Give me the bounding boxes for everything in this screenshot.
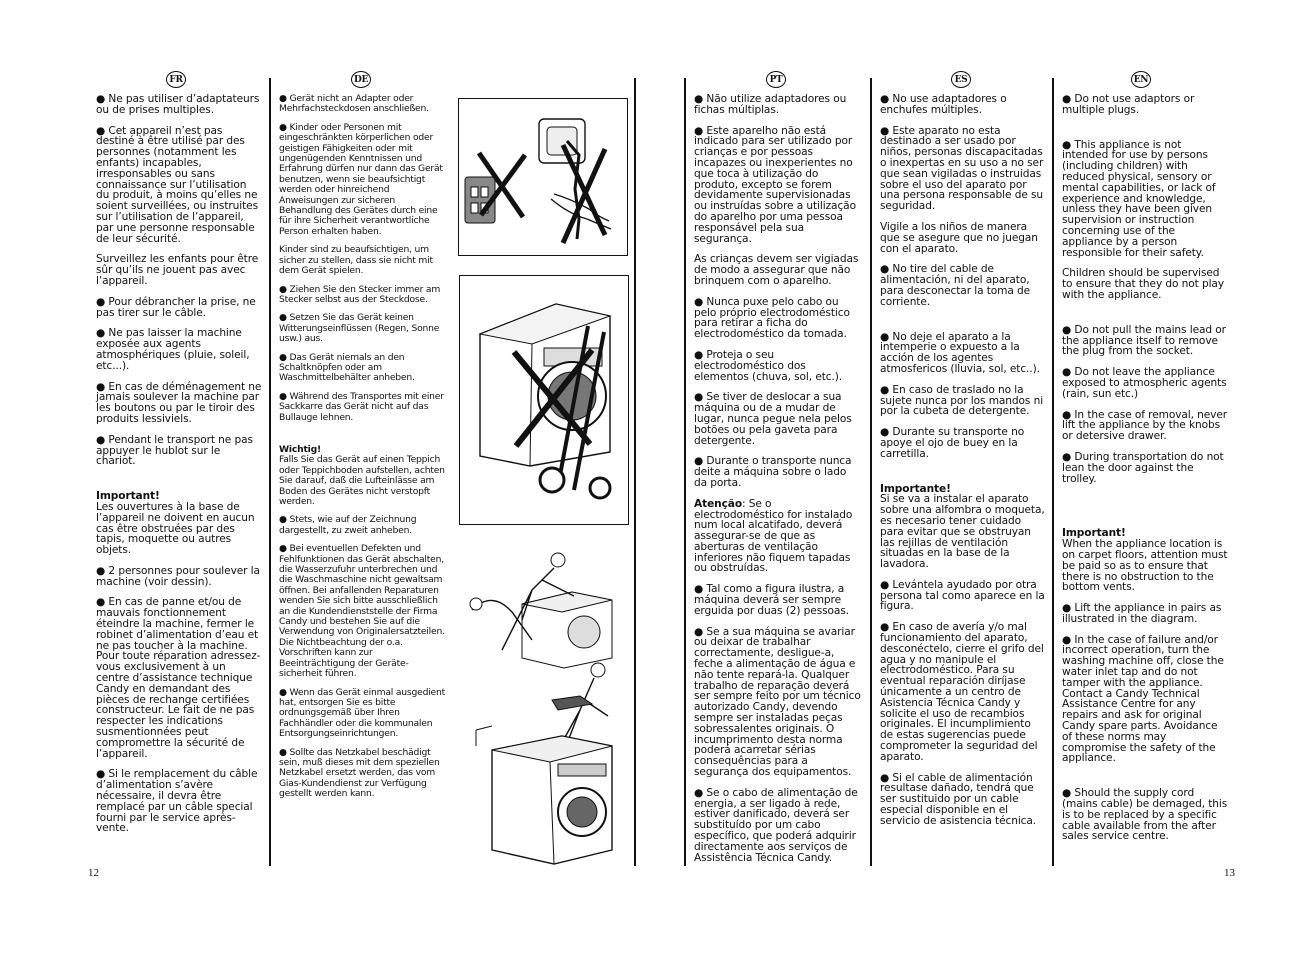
pt-item: ● Tal como a figura ilustra, a máquina deverá ser sempre erguida por duas (2) pessoas. xyxy=(694,583,850,617)
column-divider xyxy=(1052,78,1054,866)
pt-item: ● Se tiver de deslocar a sua máquina ou de a mudar de lugar, nunca pegue nela pelos botões ou pela gaveta para detergente. xyxy=(694,391,852,447)
fr-important-text: Les ouvertures à la base de l’appareil ne doivent en aucun cas être obstruées par des tapis, moquette ou autres objets. xyxy=(96,500,255,557)
de-item: ● Bei eventuellen Defekten und Fehlfunktionen das Gerät abschalten, die Wasserzufuhr unterbrechen und die Waschmaschine nicht gewaltsam öffnen. Bei anfallenden Reparaturen wenden Sie sich bitte ausschließlich an die Kundendienststelle der Firma Candy und bestehen Sie auf die Verwendung von Originalersatzteilen. Die Nichtbeachtung der o.a. Vorschriften kann zur Beeinträchtigung der Geräte-sicherheit führen. xyxy=(279,543,445,680)
es-item: Vigile a los niños de manera que se asegure que no juegan con el aparato. xyxy=(880,220,1038,255)
pt-item: ● Este aparelho não está indicado para ser utilizado por crianças e por pessoas incapazes ou inexperientes no que toca à utilização do produto, excepto se forem devidamente supervisionadas ou instruídas sobre a utilização do aparelho por uma pessoa responsável pela sua segurança. xyxy=(694,124,856,245)
fr-item: ● Ne pas utiliser d’adaptateurs ou de prises multiples. xyxy=(96,93,260,116)
fr-item: ● Cet appareil n’est pas destiné à être utilisé par des personnes (notamment les enfants) incapables, irresponsables ou sans connaissance sur l’utilisation du produit, à moins qu’elles ne soient surveillées, ou instruites sur l’utilisation de l’appareil, par une personne responsable de leur sécurité. xyxy=(96,124,258,245)
en-item: ● Should the supply cord (mains cable) be demaged, this is to be replaced by a specific cable available from the after sales service centre. xyxy=(1062,787,1228,843)
fr-item: ● En cas de déménagement ne jamais soulever la machine par les boutons ou par le tiroir des produits lessiviels. xyxy=(96,380,262,425)
de-item: ● Stets, wie auf der Zeichnung dargestellt, zu zweit anheben. xyxy=(279,514,417,536)
es-item: ● En caso de traslado no la sujete nunca por los mandos ni por la cubeta de detergente. xyxy=(880,383,1044,418)
pt-important-title: Atenção xyxy=(694,497,742,510)
de-item: ● Kinder oder Personen mit eingeschränkten körperlichen oder geistigen Fähigkeiten oder mit ungenügenden Kenntnissen und Erfahrung dürfen nur dann das Gerät benutzen, wenn sie beaufsichtigt werden oder hinreichend Anweisungen zur sicheren Behandlung des Gerätes durch eine für ihre Sicherheit verantwortliche Person erhalten haben. xyxy=(279,121,443,237)
de-item: ● Das Gerät niemals an den Schaltknöpfen oder am Waschmittelbehälter anheben. xyxy=(279,351,415,384)
fr-item: ● Si le remplacement du câble d’alimentation s’avère nécessaire, il devra être remplacé par un câble special fourni par le service après-vente. xyxy=(96,768,258,835)
de-item: ● Ziehen Sie den Stecker immer am Stecker selbst aus der Steckdose. xyxy=(279,283,441,305)
pt-item: ● Não utilize adaptadores ou fichas múltiplas. xyxy=(694,93,847,116)
illustration-no-adapter xyxy=(458,98,628,256)
fr-item: ● 2 personnes pour soulever la machine (voir dessin). xyxy=(96,564,260,588)
de-item: ● Wenn das Gerät einmal ausgedient hat, entsorgen Sie es bitte ordnungsgemäß über Ihren Fachhändler oder die kommunalen Entsorgungseinrichtungen. xyxy=(279,686,446,740)
es-item: ● Este aparato no esta destinado a ser usado por niños, personas discapacitadas o inexpertas en su uso a no ser que sean vigiladas o instruidas sobre el uso del aparato por una persona responsable de su seguridad. xyxy=(880,124,1044,213)
column-divider xyxy=(269,78,271,866)
fr-item: ● Ne pas laisser la machine exposée aux agents atmosphériques (pluie, soleil, etc...). xyxy=(96,327,250,372)
page-gutter-right xyxy=(684,78,686,866)
language-badge-pt: PT xyxy=(766,71,786,88)
de-item: ● Während des Transportes mit einer Sackkarre das Gerät nicht auf das Bullauge lehnen. xyxy=(279,390,444,423)
page-number-left: 12 xyxy=(88,867,99,879)
de-important-text: Falls Sie das Gerät auf einen Teppich oder Teppichboden aufstellen, achten Sie darauf, daß die Lufteinlässe am Boden des Gerätes nicht verstopft werden. xyxy=(279,454,445,507)
en-item: Children should be supervised to ensure that they do not play with the appliance. xyxy=(1062,267,1224,301)
de-item: ● Setzen Sie das Gerät keinen Witterungseinflüssen (Regen, Sonne usw.) aus. xyxy=(279,312,440,345)
de-item: ● Sollte das Netzkabel beschädigt sein, muß dieses mit dem speziellen Netzkabel ersetzt werden, das vom Gias-Kundendienst zur Verfügung gestellt werden kann. xyxy=(279,746,440,800)
en-item: ● During transportation do not lean the door against the trolley. xyxy=(1062,450,1224,485)
es-item: ● Durante su transporte no apoye el ojo de buey en la carretilla. xyxy=(880,426,1025,460)
es-item: ● No use adaptadores o enchufes múltiples. xyxy=(880,93,1007,116)
fr-item: ● En cas de panne et/ou de mauvais fonctionnement éteindre la machine, fermer le robinet d’alimentation d’eau et ne pas toucher à la machine. Pour toute réparation adressez-vous exclusivement à un centre d’assistance technique Candy en demandant des pièces de rechange certifiées constructeur. Le fait de ne pas respecter les indications susmentionnées peut compromettre la sécurité de l’appareil. xyxy=(96,596,261,760)
fr-item: ● Pour débrancher la prise, ne pas tirer sur le câble. xyxy=(96,295,256,319)
en-item: ● In the case of failure and/or incorrect operation, turn the washing machine off, close the water inlet tap and do not tamper with the appliance. Contact a Candy Technical Assistance Centre for any repairs and ask for original Candy spare parts. Avoidance of these norms may compromise the safety of the appliance. xyxy=(1062,633,1224,765)
column-en xyxy=(1062,94,1228,852)
es-item: ● Si el cable de alimentación resultase dañado, tendrá que ser sustituido por un cable especial disponible en el servicio de asistencia técnica. xyxy=(880,771,1037,827)
pt-item: ● Proteja o seu electrodoméstico dos elementos (chuva, sol, etc.). xyxy=(694,348,843,383)
language-badge-de: DE xyxy=(351,71,371,88)
column-es xyxy=(880,94,1045,837)
page-number-right: 13 xyxy=(1224,867,1235,879)
no-adapter-drawing xyxy=(459,99,627,255)
en-important-text: When the appliance location is on carpet floors, attention must be paid so as to ensure that there is no obstruction to the bottom vents. xyxy=(1062,538,1228,594)
illustration-no-trolley-door xyxy=(459,275,629,525)
es-item: ● No tire del cable de alimentación, ni del aparato, para desconectar la toma de corriente. xyxy=(880,263,1031,308)
en-item: ● Do not pull the mains lead or the appliance itself to remove the plug from the socket. xyxy=(1062,323,1226,358)
pt-item: As crianças devem ser vigiadas de modo a assegurar que não brinquem com o aparelho. xyxy=(694,253,859,287)
en-item: ● Do not use adaptors or multiple plugs. xyxy=(1062,93,1195,116)
en-item: ● This appliance is not intended for use by persons (including children) with reduced physical, sensory or mental capabilities, or lack of experience and knowledge, unless they have been given supervision or instruction concerning use of the appliance by a person responsible for their safety. xyxy=(1062,138,1216,259)
en-item: ● Lift the appliance in pairs as illustrated in the diagram. xyxy=(1062,602,1222,625)
column-divider xyxy=(870,78,872,866)
column-de xyxy=(279,94,446,808)
language-badge-fr: FR xyxy=(166,71,186,88)
es-item: ● En caso de avería y/o mal funcionamiento del aparato, desconéctelo, cierre el grifo del agua y no manipule el electrodoméstico. Para su eventual reparación diríjase únicamente a un centro de Asistencia Técnica Candy y solicite el uso de recambios originales. El incumplimiento de estas sugerencias puede comprometer la seguridad del aparato. xyxy=(880,621,1044,763)
es-item: ● No deje el aparato a la intemperie o expuesto a la acción de los agentes atmosfericos (lluvia, sol, etc..). xyxy=(880,330,1040,375)
column-fr xyxy=(96,94,262,844)
en-important-title: Important! xyxy=(1062,527,1126,540)
fr-item: Surveillez les enfants pour être sûr qu’ils ne jouent pas avec l’appareil. xyxy=(96,253,259,287)
trolley-drawing xyxy=(460,276,628,524)
es-item: ● Levántela ayudado por otra persona tal como aparece en la figura. xyxy=(880,578,1045,613)
language-badge-es: ES xyxy=(951,71,971,88)
de-item: ● Gerät nicht an Adapter oder Mehrfachsteckdosen anschließen. xyxy=(279,93,429,115)
es-important-text: Si se va a instalar el aparato sobre una alfombra o moqueta, es necesario tener cuidado para evitar que se obstruyan las rejillas de ventilación situadas en la base de la lavadora. xyxy=(880,493,1045,571)
page-gutter-left xyxy=(634,78,636,866)
language-badge-en: EN xyxy=(1131,71,1151,88)
fr-important-title: Important! xyxy=(96,490,160,503)
pt-item: ● Se o cabo de alimentação de energia, a ser ligado à rede, estiver danificado, deverá ser substituído por um cabo específico, que poderá adquirir directamente aos serviços de Assistência Técnica Candy. xyxy=(694,786,858,864)
pt-item: ● Durante o transporte nunca deite a máquina sobre o lado da porta. xyxy=(694,455,852,489)
en-item: ● In the case of removal, never lift the appliance by the knobs or detersive drawer. xyxy=(1062,408,1228,443)
pt-item: ● Se a sua máquina se avariar ou deixar de trabalhar correctamente, desligue-a, feche a alimentação de água e não tente repará-la. Qualquer trabalho de reparação deverá ser sempre feito por um técnico autorizado Candy, devendo sempre ser instaladas peças sobressalentes originais. O incumprimento desta norma poderá acarretar sérias consequências para a segurança dos equipamentos. xyxy=(694,625,861,779)
en-item: ● Do not leave the appliance exposed to atmospheric agents (rain, sun etc.) xyxy=(1062,366,1227,400)
de-item: Kinder sind zu beaufsichtigen, um sicher zu stellen, dass sie nicht mit dem Gerät spielen. xyxy=(279,244,433,277)
es-important-title: Importante! xyxy=(880,482,951,495)
pt-item: ● Nunca puxe pelo cabo ou pelo próprio electrodoméstico para retirar a ficha do electrodoméstico da tomada. xyxy=(694,295,850,341)
fr-item: ● Pendant le transport ne pas appuyer le hublot sur le chariot. xyxy=(96,433,253,468)
illustration-lifting-in-pairs xyxy=(462,550,630,868)
column-pt xyxy=(694,94,862,873)
de-important-title: Wichtig! xyxy=(279,443,321,455)
pt-important-text: : Se o electrodoméstico for instalado num local alcatifado, deverá assegurar-se de que as aberturas de ventilação inferiores não fiquem tapadas ou obstruídas. xyxy=(694,497,853,575)
